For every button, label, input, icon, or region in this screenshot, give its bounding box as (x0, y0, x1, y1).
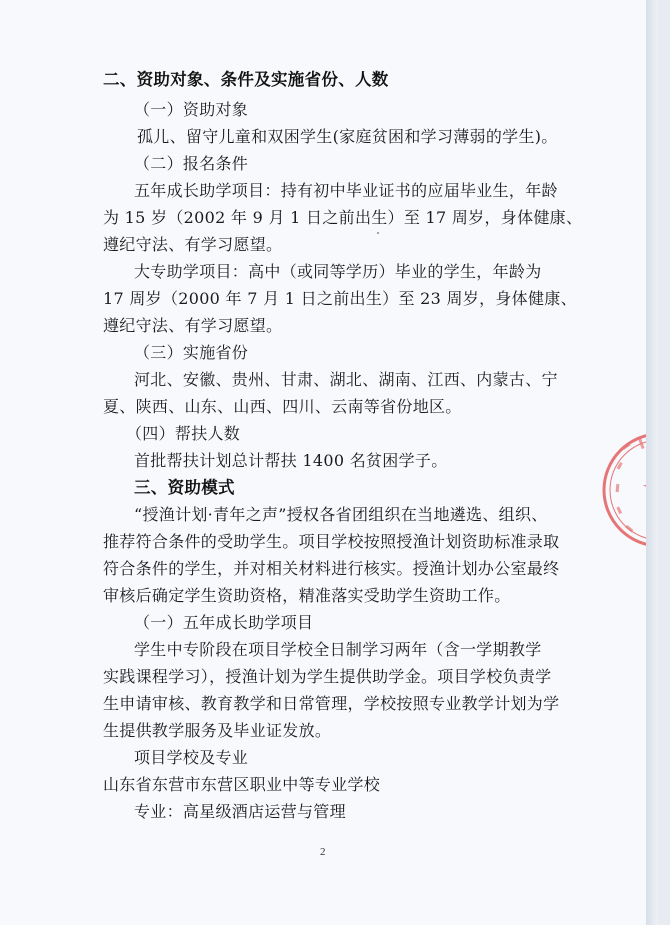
text-line: 实践课程学习），授渔计划为学生提供助学金。项目学校负责学 (103, 667, 552, 686)
section-heading: 二、资助对象、条件及实施省份、人数 (103, 70, 389, 89)
subsection-title: （三）实施省份 (134, 343, 249, 362)
text-line: 河北、安徽、贵州、甘肃、湖北、湖南、江西、内蒙古、宁 (134, 370, 558, 389)
text-line: 山东省东营市东营区职业中等专业学校 (103, 775, 381, 794)
text-line: “授渔计划·青年之声”授权各省团组织在当地遴选、组织、 (134, 505, 548, 524)
text-line: 生申请审核、教育教学和日常管理，学校按照专业教学计划为学 (103, 694, 560, 713)
text-line: 专业：高星级酒店运营与管理 (134, 802, 346, 821)
subsection-title: （一）资助对象 (134, 100, 249, 119)
page-number: 2 (320, 846, 326, 858)
page-edge-shadow (646, 0, 658, 925)
subsection-title: （四）帮扶人数 (126, 424, 241, 443)
text-line: 遵纪守法、有学习愿望。 (103, 316, 283, 335)
text-line: 17 周岁（2000 年 7 月 1 日之前出生）至 23 周岁，身体健康、 (103, 289, 577, 308)
section-heading: 三、资助模式 (134, 478, 235, 497)
text-line: 审核后确定学生资助资格，精准落实受助学生资助工作。 (103, 586, 511, 605)
text-line: 夏、陕西、山东、山西、四川、云南等省份地区。 (103, 397, 462, 416)
text-line: 项目学校及专业 (134, 748, 249, 767)
text-line: 首批帮扶计划总计帮扶 1400 名贫困学子。 (134, 451, 448, 470)
text-line: 孤儿、留守儿童和双困学生(家庭贫困和学习薄弱的学生)。 (137, 127, 558, 146)
text-line: 五年成长助学项目：持有初中毕业证书的应届毕业生，年龄 (134, 181, 558, 200)
text-line: 为 15 岁（2002 年 9 月 1 日之前出生）至 17 周岁，身体健康、 (103, 208, 583, 227)
text-line: 符合条件的学生，并对相关材料进行核实。授渔计划办公室最终 (103, 559, 560, 578)
text-line: 生提供教学服务及毕业证发放。 (103, 721, 332, 740)
subsection-title: （二）报名条件 (134, 154, 249, 173)
text-line: 学生中专阶段在项目学校全日制学习两年（含一学期教学 (134, 640, 542, 659)
text-line: 大专助学项目：高中（或同等学历）毕业的学生，年龄为 (134, 262, 542, 281)
text-line: 推荐符合条件的受助学生。项目学校按照授渔计划资助标准录取 (103, 532, 560, 551)
scan-speck (377, 232, 379, 234)
text-line: 遵纪守法、有学习愿望。 (103, 235, 283, 254)
subsection-title: （一）五年成长助学项目 (134, 613, 314, 632)
